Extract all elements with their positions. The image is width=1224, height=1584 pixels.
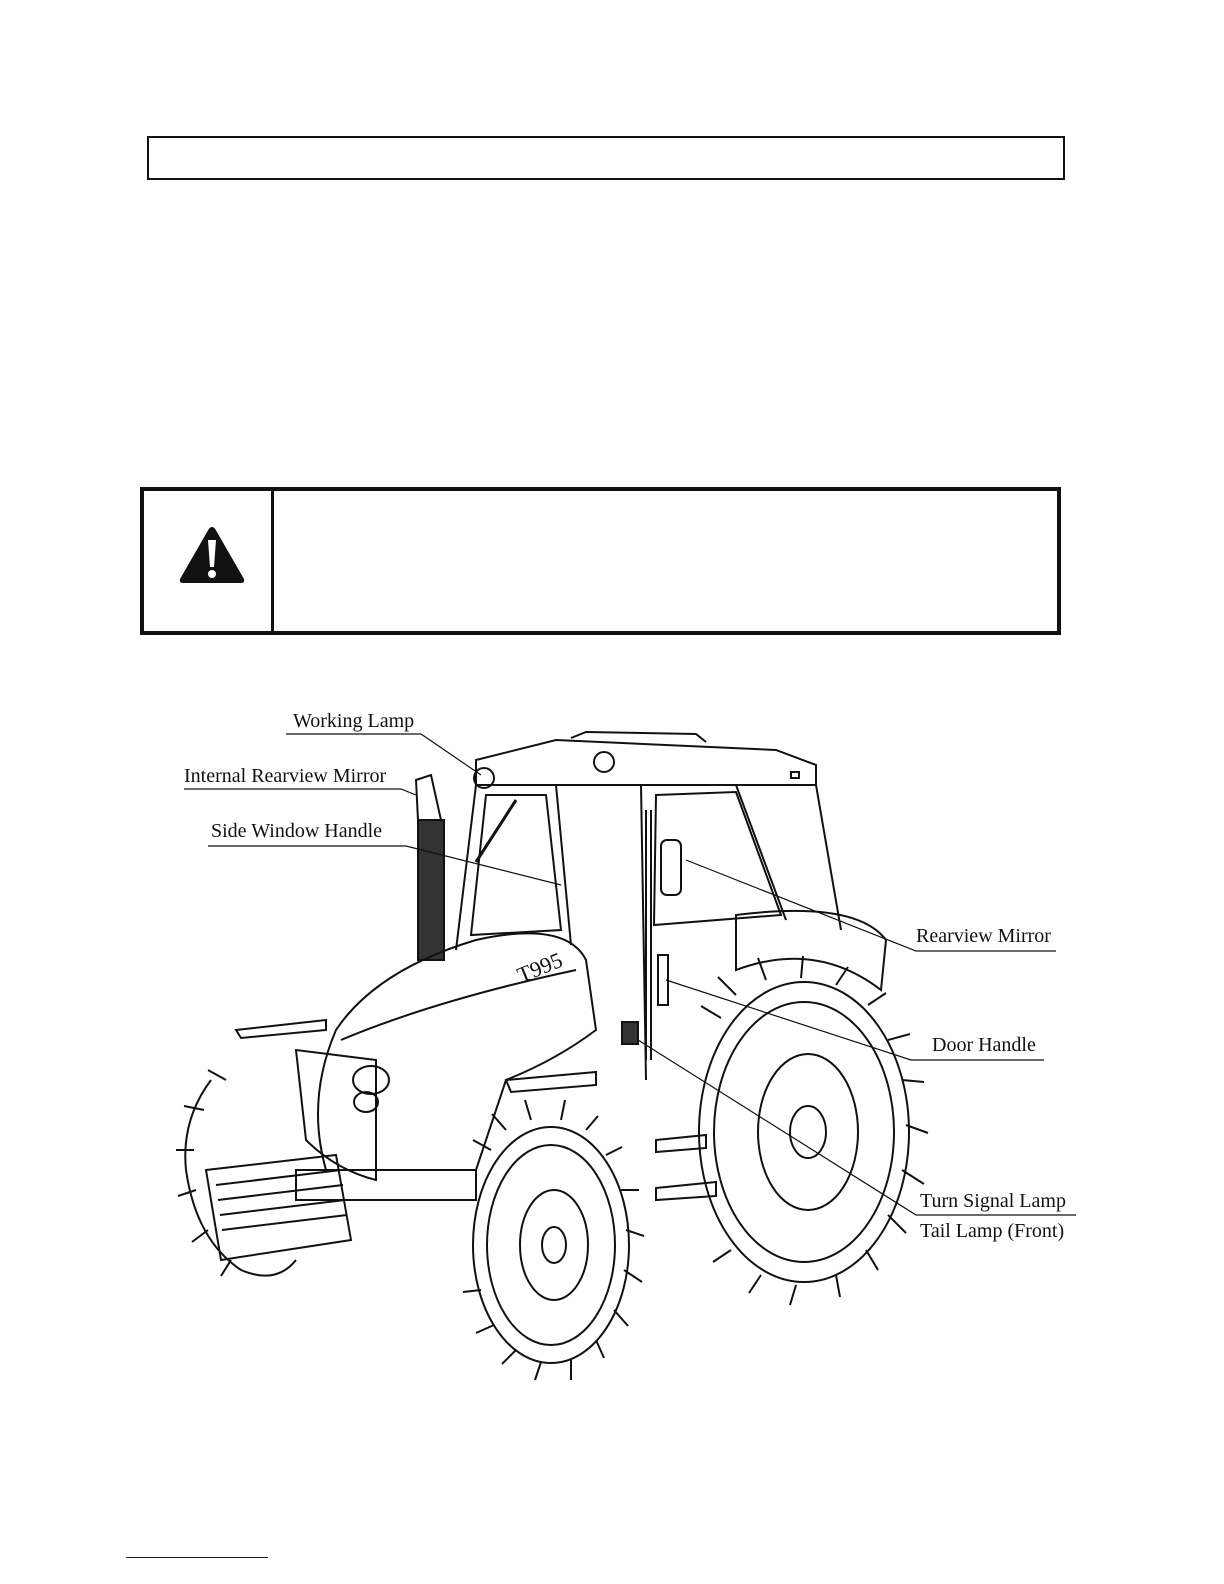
- label-rearview-mirror: Rearview Mirror: [916, 925, 1051, 947]
- warning-triangle-icon: [177, 524, 247, 586]
- leader-side-window-handle: [208, 846, 561, 885]
- leader-lines: [184, 734, 1076, 1215]
- rear-wheel-left: [176, 1070, 296, 1276]
- section-title-box: [147, 136, 1065, 180]
- front-wheel-right: [463, 1100, 644, 1380]
- label-tail-lamp-front: Tail Lamp (Front): [920, 1220, 1065, 1242]
- exhaust-pipe: [416, 775, 444, 960]
- label-working-lamp: Working Lamp: [293, 710, 415, 732]
- caution-box: [140, 487, 1061, 635]
- label-turn-signal-lamp: Turn Signal Lamp: [920, 1190, 1066, 1212]
- label-door-handle: Door Handle: [932, 1034, 1036, 1056]
- caution-divider: [271, 491, 274, 631]
- rear-wheel-right: [699, 956, 928, 1305]
- leader-internal-rearview-mirror: [184, 789, 416, 795]
- model-badge: T995: [513, 947, 566, 988]
- cab: [456, 732, 841, 1080]
- label-side-window-handle: Side Window Handle: [211, 820, 383, 842]
- tractor-figure: [176, 700, 1080, 1394]
- footer-rule: [126, 1557, 268, 1558]
- hood: [206, 933, 596, 1260]
- label-internal-rearview-mirror: Internal Rearview Mirror: [184, 765, 387, 787]
